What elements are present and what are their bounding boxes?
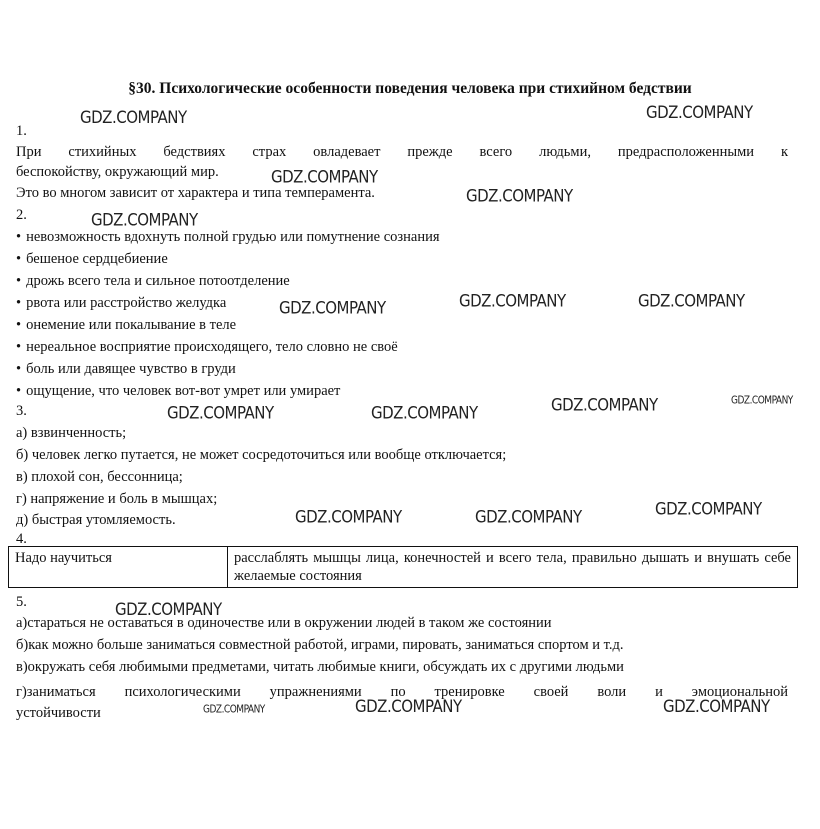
- watermark: GDZ.COMPANY: [295, 506, 402, 528]
- list-item: б) человек легко путается, не может сосредоточиться или вообще отключается;: [16, 447, 507, 463]
- list-item: • ощущение, что человек вот-вот умрет или умирает: [16, 382, 340, 400]
- watermark: GDZ.COMPANY: [731, 395, 793, 407]
- list-item: • невозможность вдохнуть полной грудью или помутнение сознания: [16, 228, 440, 246]
- watermark: GDZ.COMPANY: [80, 106, 187, 128]
- watermark: GDZ.COMPANY: [167, 402, 274, 424]
- watermark: GDZ.COMPANY: [638, 290, 745, 312]
- list-item: в)окружать себя любимыми предметами, читать любимые книги, обсуждать их с другими людьми: [16, 659, 624, 675]
- watermark: GDZ.COMPANY: [203, 704, 265, 716]
- watermark: GDZ.COMPANY: [466, 185, 573, 207]
- section-2-number: 2.: [16, 207, 27, 223]
- list-item: • рвота или расстройство желудка: [16, 294, 226, 312]
- list-item: а)стараться не оставаться в одиночестве или в окружении людей в таком же состоянии: [16, 615, 552, 631]
- watermark: GDZ.COMPANY: [459, 290, 566, 312]
- watermark: GDZ.COMPANY: [646, 101, 753, 123]
- watermark: GDZ.COMPANY: [371, 402, 478, 424]
- watermark: GDZ.COMPANY: [655, 498, 762, 520]
- list-item: а) взвинченность;: [16, 425, 127, 441]
- list-item: в) плохой сон, бессонница;: [16, 469, 183, 485]
- page-title: §30. Психологические особенности поведения человека при стихийном бедствии: [128, 80, 692, 97]
- section-5-number: 5.: [16, 594, 27, 610]
- list-item: • дрожь всего тела и сильное потоотделение: [16, 272, 290, 290]
- table-row: [9, 547, 798, 588]
- list-item: б)как можно больше заниматься совместной работой, играми, пировать, заниматься спортом и т.д.: [16, 637, 624, 653]
- list-item: • бешеное сердцебиение: [16, 250, 168, 268]
- list-item: г)заниматься психологическими упражнениями по тренировке своей воли и эмоциональной: [16, 684, 788, 700]
- section-1-line-3: Это во многом зависит от характера и типа темперамента.: [16, 185, 375, 201]
- list-item: • нереальное восприятие происходящего, тело словно не своё: [16, 338, 398, 356]
- list-item: • онемение или покалывание в теле: [16, 316, 236, 334]
- section-3-number: 3.: [16, 403, 27, 419]
- section-1-number: 1.: [16, 123, 27, 139]
- section-4-number: 4.: [16, 531, 27, 547]
- watermark: GDZ.COMPANY: [663, 695, 770, 717]
- watermark: GDZ.COMPANY: [475, 506, 582, 528]
- section-1-line-2: беспокойству, окружающий мир.: [16, 164, 219, 180]
- watermark: GDZ.COMPANY: [271, 166, 378, 188]
- list-item: д) быстрая утомляемость.: [16, 512, 176, 528]
- list-item: устойчивости: [16, 705, 101, 721]
- watermark: GDZ.COMPANY: [115, 598, 222, 620]
- section-1-line-1: При стихийных бедствиях страх овладевает прежде всего людьми, предрасположенными к: [16, 144, 788, 160]
- watermark: GDZ.COMPANY: [551, 394, 658, 416]
- answer-table-left-cell: Надо научиться: [9, 547, 228, 588]
- list-item: г) напряжение и боль в мышцах;: [16, 491, 218, 507]
- answer-table-right-cell: расслаблять мышцы лица, конечностей и всего тела, правильно дышать и внушать себе желаемые состояния: [228, 547, 798, 588]
- watermark: GDZ.COMPANY: [355, 695, 462, 717]
- list-item: • боль или давящее чувство в груди: [16, 360, 236, 378]
- answer-table: [8, 546, 798, 588]
- watermark: GDZ.COMPANY: [91, 209, 198, 231]
- watermark: GDZ.COMPANY: [279, 297, 386, 319]
